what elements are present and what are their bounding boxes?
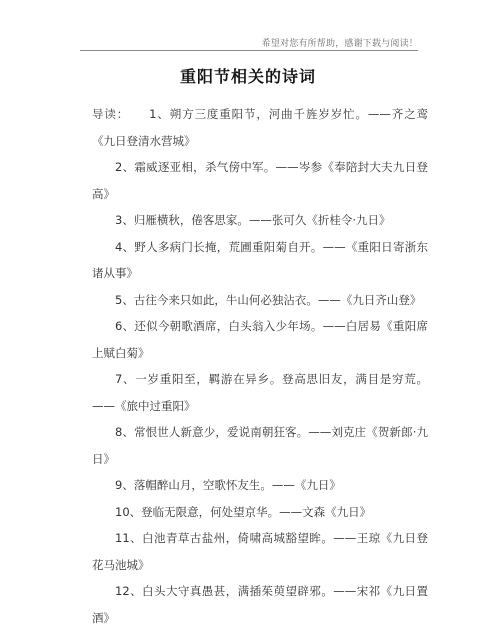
poem-item-3: 3、归雁横秋，倦客思家。——张可久《折桂令·九日》 bbox=[115, 213, 391, 227]
poem-item-2: 2、霜威逐亚相，杀气傍中军。——岑参《奉陪封大夫九日登高》 bbox=[92, 160, 428, 201]
poem-item-11: 11、白池青草古盐州，倚啸高城豁望眸。——王琼《九日登花马池城》 bbox=[92, 531, 428, 572]
poem-item-8: 8、常恨世人新意少，爱说南朝狂客。——刘克庄《贺新郎·九日》 bbox=[92, 425, 428, 466]
header-note: 希望对您有所帮助，感谢下载与阅读！ bbox=[261, 39, 418, 49]
poem-item-5: 5、古往今来只如此，牛山何必独沾衣。——《九日齐山登》 bbox=[115, 292, 422, 307]
poem-item-1-text: 1、朔方三度重阳节，河曲千旌岁岁忙。——齐之鸾《九日登清水营城》 bbox=[92, 107, 428, 148]
poem-item-4: 4、野人多病门长掩，荒圃重阳菊自开。——《重阳日寄浙东诸从事》 bbox=[92, 239, 428, 280]
poem-item-12: 12、白头大守真愚甚，满插茱萸望辟邪。——宋祁《九日置酒》 bbox=[92, 584, 428, 625]
poem-item-7: 7、一岁重阳至，羁游在异乡。登高思旧友，满目是穷荒。——《旅中过重阳》 bbox=[92, 372, 428, 413]
poem-item-1 bbox=[92, 101, 428, 154]
page-title: 重阳节相关的诗词 bbox=[179, 67, 316, 86]
poem-item-6: 6、还似今朝歌酒席，白头翁入少年场。——白居易《重阳席上赋白菊》 bbox=[92, 319, 428, 360]
header-divider bbox=[80, 50, 418, 51]
poem-item-10: 10、登临无限意，何处望京华。——文森《九日》 bbox=[115, 504, 372, 519]
lead-label: 导读： bbox=[92, 107, 130, 121]
poem-item-9: 9、落帽醉山月，空歌怀友生。——《九日》 bbox=[115, 478, 341, 492]
document-body bbox=[92, 101, 428, 631]
